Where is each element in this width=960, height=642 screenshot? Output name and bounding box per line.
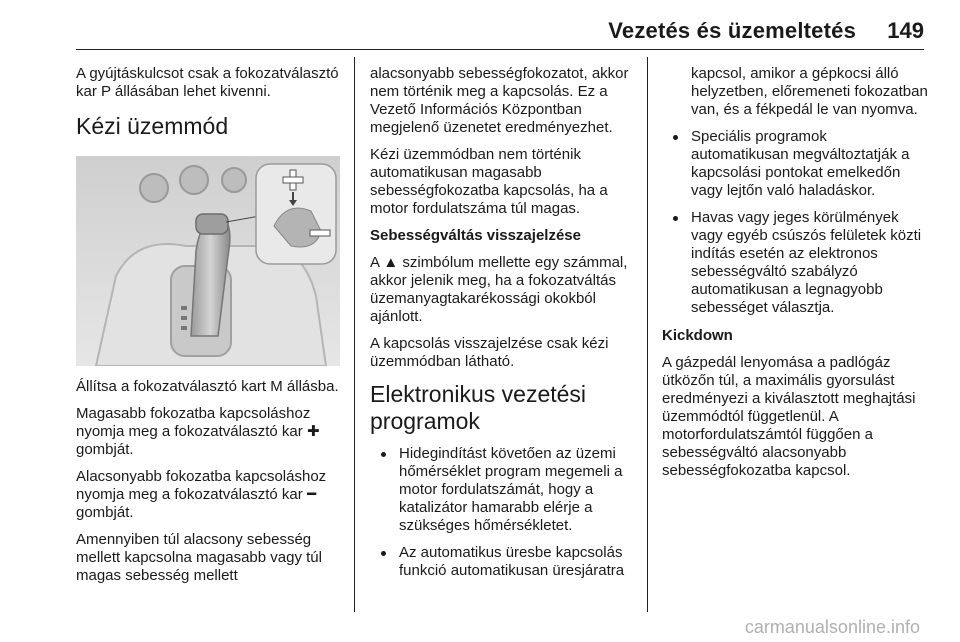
subheading-kickdown: Kickdown <box>662 327 733 344</box>
list-item: Hidegindítást követően az üzemi hőmérséklet program megemeli a motor fordulatszámát, hogy a katalizátor hamarabb elérje a szükséges hőmérsékletet. <box>370 445 636 535</box>
paragraph-speed-warning: Amennyiben túl alacsony sebesség mellett kapcsolna magasabb vagy túl magas sebesség mellett <box>76 531 322 584</box>
header-title: Vezetés és üzemeltetés <box>608 18 856 43</box>
list-item: Havas vagy jeges körülmények vagy egyéb csúszós felületek közti indítás esetén az elektronos sebességváltó szabályzó automatikusan a legnagyobb sebességet választja. <box>662 209 928 317</box>
programs-list <box>370 445 636 580</box>
paragraph-downshift: Alacsonyabb fokozatba kapcsoláshoz nyomja meg a fokozatválasztó kar ━ gombját. <box>76 468 327 521</box>
programs-list-continued <box>662 128 928 317</box>
paragraph-continuation: alacsonyabb sebességfokozatot, akkor nem történik meg a kapcsolás. Ez a Vezető Információs Központban megjelenő üzenetet eredményezhet. <box>370 65 629 136</box>
column-1 <box>76 65 340 594</box>
column-divider-2 <box>647 57 648 612</box>
subheading-shift-indication: Sebességváltás visszajelzése <box>370 227 581 244</box>
column-3 <box>662 65 928 489</box>
paragraph-shift-visibility: A kapcsolás visszajelzése csak kézi üzemmódban látható. <box>370 335 609 370</box>
intro-paragraph: A gyújtáskulcsot csak a fokozatválasztó kar P állásában lehet kivenni. <box>76 65 339 100</box>
list-item: Az automatikus üresbe kapcsolás funkció automatikusan üresjáratra <box>370 544 636 580</box>
paragraph-shift-symbol: A ▲ szimbólum mellette egy számmal, akkor jelenik meg, ha a fokozatváltás üzemanyagtakarékossági okokból ajánlott. <box>370 254 628 325</box>
list-item: Speciális programok automatikusan megváltoztatják a kapcsolási pontokat emelkedőn vagy lejtőn való haladáskor. <box>662 128 928 200</box>
list-item-continuation: kapcsol, amikor a gépkocsi álló helyzetben, előremeneti fokozatban van, és a fékpedál le van nyomva. <box>691 65 928 118</box>
section-heading-manual-mode: Kézi üzemmód <box>76 113 229 139</box>
paragraph-kickdown: A gázpedál lenyomása a padlógáz ütközőn túl, a maximális gyorsulást eredményezi a kiválasztott meghajtási üzemmódtól függetlenül. A motorfordulatszámtól függően a sebességváltó alacsonyabb sebességfokozatba kapcsol. <box>662 354 916 479</box>
gear-selector-illustration <box>76 156 340 366</box>
paragraph-m-position: Állítsa a fokozatválasztó kart M állásba. <box>76 378 339 395</box>
paragraph-upshift: Magasabb fokozatba kapcsoláshoz nyomja meg a fokozatválasztó kar ✚ gombját. <box>76 405 320 458</box>
page-number: 149 <box>887 18 924 43</box>
column-2 <box>370 65 636 589</box>
paragraph-no-auto-upshift: Kézi üzemmódban nem történik automatikusan magasabb sebességfokozatba kapcsolás, ha a motor fordulatszáma túl magas. <box>370 146 608 217</box>
header-divider <box>76 49 924 50</box>
gear-selector-drawing <box>76 156 340 366</box>
section-heading-electronic-programs: Elektronikus vezetési programok <box>370 381 587 434</box>
column-divider-1 <box>354 57 355 612</box>
watermark: carmanualsonline.info <box>744 617 920 637</box>
